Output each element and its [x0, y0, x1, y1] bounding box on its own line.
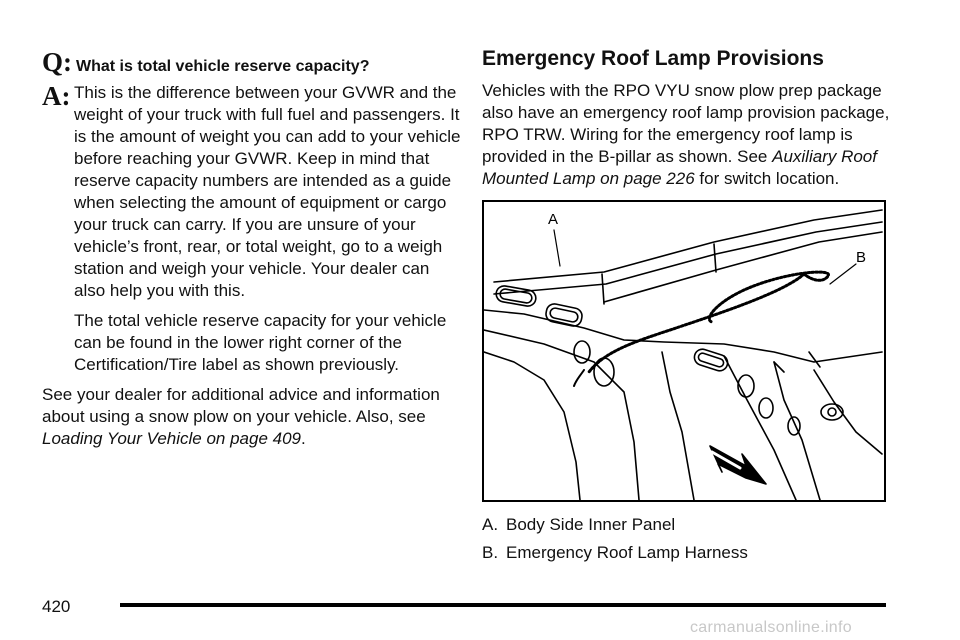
caption-b — [482, 542, 892, 564]
caption-b-text: Emergency Roof Lamp Harness — [506, 543, 748, 562]
answer-paragraph-1: This is the difference between your GVWR and the weight of your truck with full fuel and passengers. It is the amount of weight you can add to your vehicle before reaching your GVWR. Keep in mind that reserve capacity numbers are intended as a guide when selecting the amount of equipment or cargo your truck can carry. If you are unsure of your vehicle’s front, rear, or total weight, go to a weigh station and weigh your vehicle. Your dealer can also help you with this. — [74, 83, 461, 300]
caption-b-key: B. — [482, 543, 499, 562]
question-marker: Q: — [42, 47, 72, 77]
b-pillar-illustration — [482, 200, 886, 502]
caption-a-text: Body Side Inner Panel — [506, 515, 676, 534]
dealer-advice-end: . — [301, 429, 306, 448]
auxiliary-lamp-link[interactable]: Auxiliary Roof Mounted Lamp on page 226 — [482, 147, 877, 188]
question-text: What is total vehicle reserve capacity? — [76, 58, 370, 75]
question-line — [42, 48, 462, 76]
footer-rule — [120, 603, 886, 607]
answer-paragraph-2: The total vehicle reserve capacity for your vehicle can be found in the lower right corner of the Certification/Tire label as shown previously. — [74, 311, 447, 374]
answer-marker: A: — [42, 81, 71, 111]
answer-block — [42, 82, 462, 384]
right-column — [482, 46, 892, 570]
answer-body — [74, 82, 462, 384]
loading-vehicle-link[interactable]: Loading Your Vehicle on page 409 — [42, 429, 302, 448]
page-number: 420 — [42, 597, 71, 616]
watermark: carmanualsonline.info — [690, 619, 852, 636]
dealer-advice-text: See your dealer for additional advice and information about using a snow plow on your vehicle. Also, see — [42, 385, 440, 426]
figure-label-a: A — [548, 211, 559, 228]
illustration-drawing — [484, 202, 884, 500]
caption-a-key: A. — [482, 515, 499, 534]
section-heading: Emergency Roof Lamp Provisions — [482, 47, 824, 70]
figure-label-b: B — [856, 249, 867, 266]
dealer-advice-paragraph — [42, 384, 462, 450]
roof-lamp-text: Vehicles with the RPO VYU snow plow prep package also have an emergency roof lamp provision package, RPO TRW. Wiring for the emergency roof lamp is provided in the B-pillar as shown. See — [482, 81, 890, 166]
roof-lamp-paragraph — [482, 80, 892, 190]
roof-lamp-end: for switch location. — [694, 169, 840, 188]
left-column — [42, 48, 462, 458]
caption-a — [482, 514, 892, 536]
